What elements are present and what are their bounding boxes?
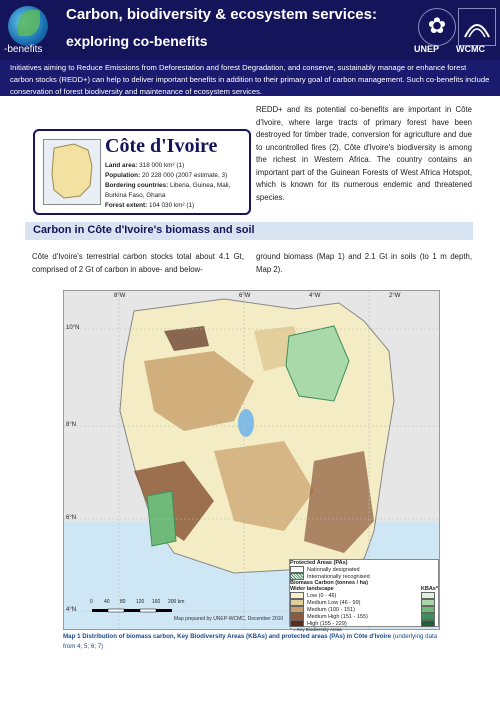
scale-label: 200 km — [168, 599, 185, 605]
body-text-col1: Côte d'Ivoire's terrestrial carbon stocks total about 4.1 Gt, comprised of 2 Gt of carbon in above- and below- — [32, 252, 244, 274]
legend-item: Medium High (151 - 155) — [290, 613, 438, 620]
fact-row: Population: 20 228 000 (2007 estimate, 3) — [105, 172, 228, 179]
legend-column-headers: Wider landscape KBAs* — [290, 586, 438, 592]
scale-label: 0 — [90, 599, 93, 605]
legend-item: Nationally designated — [290, 566, 438, 573]
section-heading-bar — [25, 222, 473, 240]
legend-pa-title: Protected Areas (PAs) — [290, 560, 348, 566]
intro-text: Initiatives aiming to Reduce Emissions from Deforestation and forest Degradation, and conserve, sustainably manage or enhance forest carbon stocks (REDD+) can help to deliver important benefits in addition to their primary goal of carbon management. Such co-benefits include conservation of forest biodiversity and maintenance of ecosystem services. — [10, 63, 490, 96]
page-title-line2: exploring co-benefits — [66, 33, 208, 49]
section-heading: Carbon in Côte d'Ivoire's biomass and soil — [33, 224, 255, 236]
caption-source: (underlying data from 4; 5; 6; 7) — [63, 633, 438, 650]
lon-label: 8°W — [114, 293, 126, 299]
lat-label: 6°N — [66, 515, 77, 521]
country-card — [33, 129, 251, 215]
map-legend — [289, 559, 439, 632]
lon-label: 4°W — [309, 293, 321, 299]
legend-item: High (155 - 229) — [290, 620, 438, 627]
fact-row: Bordering countries: Liberia, Guinea, Mali, Burkina Faso, Ghana — [105, 182, 231, 199]
legend-item: Medium (100 - 151) — [290, 606, 438, 613]
country-facts — [105, 161, 245, 211]
unep-label: UNEP — [414, 44, 440, 54]
scale-label: 120 — [136, 599, 145, 605]
wcmc-logo-icon — [458, 8, 496, 46]
legend-item: Low (0 - 46) — [290, 592, 438, 599]
lon-label: 6°W — [239, 293, 251, 299]
lon-label: 2°W — [389, 293, 401, 299]
page-title-line1: Carbon, biodiversity & ecosystem services: — [66, 6, 377, 23]
legend-footnote: * = Key Biodiversity Areas — [290, 627, 342, 632]
logo-text: -benefits — [4, 44, 43, 55]
map-caption — [63, 632, 443, 652]
wcmc-label: WCMC — [456, 44, 485, 54]
page-header — [0, 0, 500, 60]
lat-label: 4°N — [66, 607, 77, 613]
country-name: Côte d'Ivoire — [105, 135, 218, 157]
lat-label: 8°N — [66, 422, 77, 428]
fact-row: Land area: 318 000 km² (1) — [105, 162, 185, 169]
body-text-col2: ground biomass (Map 1) and 2.1 Gt in soils (to 1 m depth, Map 2). — [256, 252, 472, 274]
map-credit: Map prepared by UNEP-WCMC, December 2010 — [174, 616, 284, 622]
fact-row: Forest extent: 104 030 km² (1) — [105, 202, 195, 209]
scale-label: 40 — [104, 599, 110, 605]
biomass-carbon-map — [63, 290, 440, 630]
caption-title: Map 1 Distribution of biomass carbon, Key Biodiversity Areas (KBAs) and protected areas (PAs) in Côte d'Ivoire — [63, 633, 392, 640]
lat-label: 10°N — [66, 325, 80, 331]
legend-item: Medium Low (46 - 99) — [290, 599, 438, 606]
country-outline-map-icon — [43, 139, 101, 205]
intro-banner — [0, 60, 500, 96]
legend-carbon-title: Biomass Carbon (tonnes / ha) — [290, 580, 368, 586]
unep-logo-icon: ✿ — [418, 8, 456, 46]
scale-label: 160 — [152, 599, 161, 605]
intro-paragraph-right: REDD+ and its potential co-benefits are important in Côte d'Ivoire, where large tracts of primary forest have been destroyed for timber trade, conversion for agriculture and due to uncontrolled fires (2). Côte d'Ivoire's biodiversity is among the richest in Western Africa. The country contains an important part of the Guinean Forests of West Africa Hotspot, which is known for its numerous endemic and threatened species. — [256, 105, 472, 202]
scale-label: 80 — [120, 599, 126, 605]
legend-item: Internationally recognised — [290, 573, 438, 580]
